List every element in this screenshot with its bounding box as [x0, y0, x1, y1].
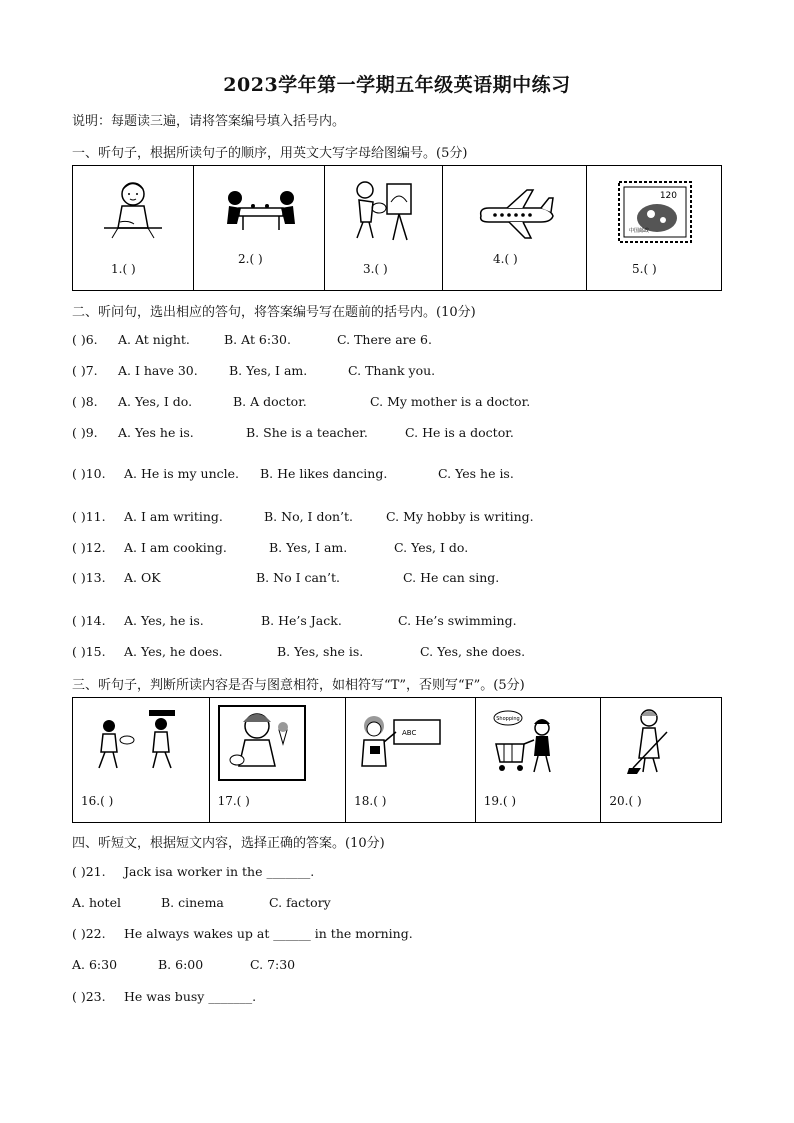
- option-b: B. Yes, I am.: [229, 363, 308, 378]
- picture-cell-16: [73, 698, 210, 822]
- picture-label-1: 1.( ): [111, 262, 136, 276]
- two-people-cooking-icon: [87, 708, 187, 772]
- option-a: A. He is my uncle.: [124, 466, 239, 481]
- picture-label-20: 20.( ): [609, 794, 642, 808]
- question-row-23: [72, 989, 722, 1005]
- option-b: B. No, I don’t.: [264, 509, 354, 524]
- option-a: A. 6:30: [72, 957, 118, 972]
- picture-label-5: 5.( ): [632, 262, 657, 276]
- girl-shopping-cart-icon: [490, 708, 560, 778]
- question-row-14: [72, 613, 722, 629]
- question-row-6: [72, 332, 722, 348]
- option-a: A. I am cooking.: [124, 540, 227, 555]
- answer-bracket[interactable]: ( )7.: [72, 363, 98, 378]
- option-b: B. At 6:30.: [224, 332, 291, 347]
- option-a: A. Yes, he does.: [124, 644, 223, 659]
- picture-label-16: 16.( ): [81, 794, 114, 808]
- answer-bracket[interactable]: ( )15.: [72, 644, 106, 659]
- picture-cell-4: [443, 166, 587, 290]
- answer-bracket[interactable]: ( )14.: [72, 613, 106, 628]
- question-row-11: [72, 509, 722, 525]
- question-row-12: [72, 540, 722, 556]
- boy-writing-icon: [98, 176, 168, 246]
- picture-cell-20: [601, 698, 721, 822]
- option-b: B. A doctor.: [233, 394, 307, 409]
- option-a: A. Yes he is.: [118, 425, 194, 440]
- option-a: A. hotel: [72, 895, 121, 910]
- picture-label-18: 18.( ): [354, 794, 387, 808]
- picture-cell-3: [325, 166, 443, 290]
- option-c: C. He is a doctor.: [405, 425, 514, 440]
- picture-cell-1: [73, 166, 194, 290]
- teacher-at-board-icon: [354, 712, 444, 776]
- question-row-7: [72, 363, 722, 379]
- question-text: He was busy _______.: [124, 989, 257, 1004]
- question-row-21: [72, 864, 722, 880]
- option-b: B. cinema: [161, 895, 224, 910]
- option-c: C. My mother is a doctor.: [370, 394, 531, 409]
- section3-picture-table: [72, 697, 722, 823]
- option-b: B. 6:00: [158, 957, 204, 972]
- picture-cell-17: [210, 698, 347, 822]
- picture-cell-2: [194, 166, 325, 290]
- airplane-icon: [475, 186, 555, 242]
- options-row-21: [72, 895, 722, 911]
- board-text: ABC: [402, 729, 417, 737]
- answer-bracket[interactable]: ( )13.: [72, 570, 106, 585]
- picture-cell-18: [346, 698, 476, 822]
- answer-bracket[interactable]: ( )21.: [72, 864, 106, 879]
- section3-heading: 三、听句子，判断所读内容是否与图意相符，如相符写“T”，否则写“F”。(5分): [72, 678, 525, 693]
- answer-bracket[interactable]: ( )8.: [72, 394, 98, 409]
- picture-label-4: 4.( ): [493, 252, 518, 266]
- bubble-text: Shopping: [496, 716, 520, 722]
- option-b: B. Yes, she is.: [277, 644, 364, 659]
- question-row-22: [72, 926, 722, 942]
- question-text: Jack isa worker in the _______.: [124, 864, 315, 879]
- section1-heading: 一、听句子，根据所读句子的顺序，用英文大写字母给图编号。(5分): [72, 146, 468, 161]
- question-row-13: [72, 570, 722, 586]
- instructions-note: 说明：每题读三遍，请将答案编号填入括号内。: [72, 114, 346, 129]
- answer-bracket[interactable]: ( )9.: [72, 425, 98, 440]
- picture-label-2: 2.( ): [238, 252, 263, 266]
- section2-heading: 二、听问句，选出相应的答句，将答案编号写在题前的括号内。(10分): [72, 305, 476, 320]
- question-row-8: [72, 394, 722, 410]
- option-c: C. Yes he is.: [438, 466, 514, 481]
- option-b: B. Yes, I am.: [269, 540, 348, 555]
- option-c: C. Yes, she does.: [420, 644, 526, 659]
- option-b: B. He’s Jack.: [261, 613, 342, 628]
- kids-at-table-icon: [221, 186, 301, 236]
- option-a: A. I have 30.: [118, 363, 198, 378]
- picture-label-19: 19.( ): [483, 794, 517, 808]
- answer-bracket[interactable]: ( )10.: [72, 466, 106, 481]
- picture-cell-19: [476, 698, 602, 822]
- page-title: 2023学年第一学期五年级英语期中练习: [223, 74, 571, 96]
- option-a: A. I am writing.: [124, 509, 223, 524]
- answer-bracket[interactable]: ( )22.: [72, 926, 106, 941]
- answer-bracket[interactable]: ( )6.: [72, 332, 98, 347]
- answer-bracket[interactable]: ( )11.: [72, 509, 106, 524]
- option-c: C. My hobby is writing.: [386, 509, 534, 524]
- option-c: C. He’s swimming.: [398, 613, 517, 628]
- answer-bracket[interactable]: ( )23.: [72, 989, 106, 1004]
- answer-bracket[interactable]: ( )12.: [72, 540, 106, 555]
- picture-label-17: 17.( ): [217, 794, 250, 808]
- option-b: B. She is a teacher.: [246, 425, 368, 440]
- option-c: C. Yes, I do.: [394, 540, 469, 555]
- option-a: A. At night.: [118, 332, 190, 347]
- picture-label-3: 3.( ): [363, 262, 388, 276]
- question-row-10: [72, 466, 722, 482]
- stamp-icon: [617, 180, 693, 244]
- stamp-value: 120: [659, 191, 677, 201]
- question-text: He always wakes up at ______ in the morning.: [124, 926, 413, 941]
- stamp-text: 中国邮政: [629, 228, 650, 234]
- option-a: A. OK: [124, 570, 161, 585]
- section1-picture-table: [72, 165, 722, 291]
- woman-mopping-icon: [627, 706, 697, 778]
- option-b: B. No I can’t.: [256, 570, 340, 585]
- boy-painting-icon: [349, 178, 419, 244]
- picture-cell-5: [587, 166, 721, 290]
- option-c: C. 7:30: [250, 957, 296, 972]
- question-row-9: [72, 425, 722, 441]
- option-a: A. Yes, he is.: [124, 613, 204, 628]
- option-c: C. Thank you.: [348, 363, 436, 378]
- option-a: A. Yes, I do.: [118, 394, 193, 409]
- option-c: C. There are 6.: [337, 332, 432, 347]
- options-row-22: [72, 957, 722, 973]
- section4-heading: 四、听短文，根据短文内容，选择正确的答案。(10分): [72, 836, 385, 851]
- question-row-15: [72, 644, 722, 660]
- girl-with-icecream-icon: [217, 704, 307, 782]
- option-c: C. factory: [269, 895, 331, 910]
- option-c: C. He can sing.: [403, 570, 500, 585]
- option-b: B. He likes dancing.: [260, 466, 388, 481]
